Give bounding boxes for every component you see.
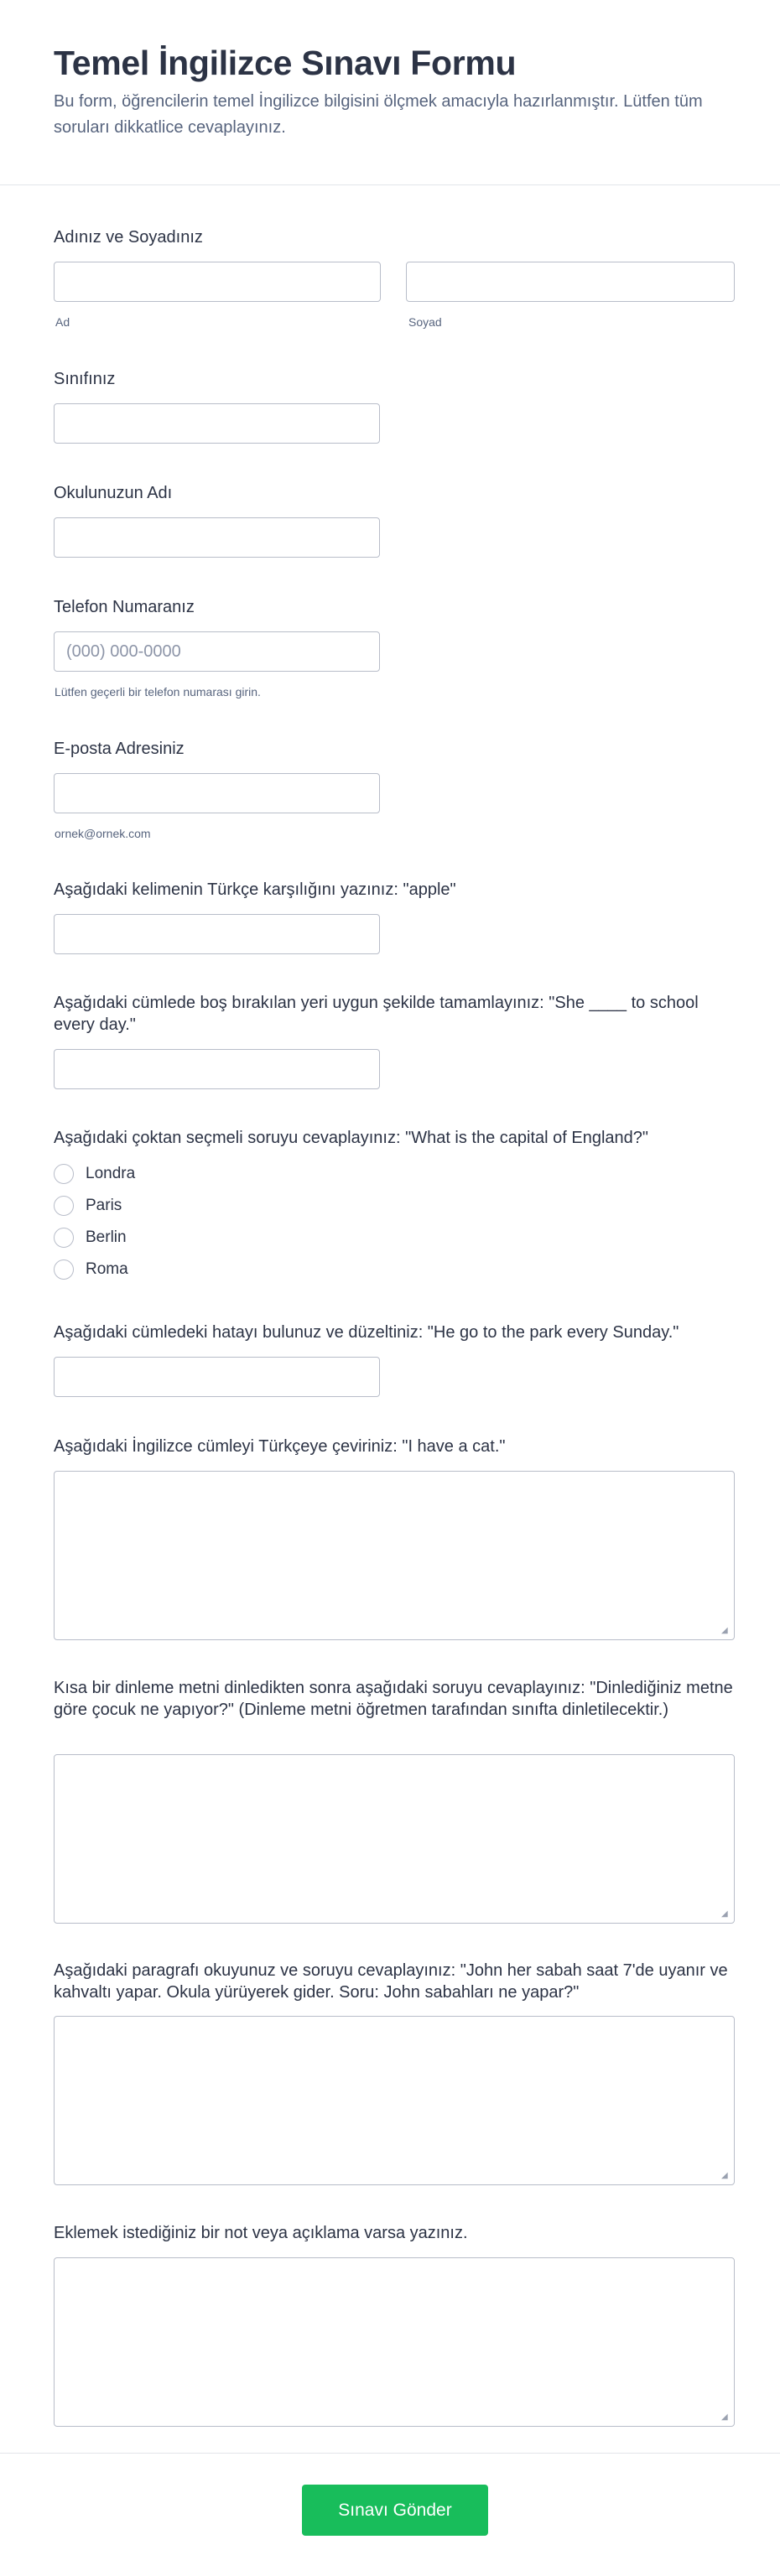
question-listening-label: Kısa bir dinleme metni dinledikten sonra aşağıdaki soruyu cevaplayınız: "Dinlediğiniz metne göre çocuk ne yapıyor?" (Dinleme metni öğretmen tarafından sınıfta dinletilecektir.)	[54, 1679, 733, 1719]
notes-label: Eklemek istediğiniz bir not veya açıklama varsa yazınız.	[54, 2224, 468, 2242]
class-label: Sınıfınız	[54, 370, 116, 388]
resize-grip-icon[interactable]: ◢	[721, 2412, 728, 2422]
question-reading-textarea[interactable]	[54, 2016, 735, 2185]
radio-option-label: Berlin	[86, 1228, 127, 1246]
question-blank-input[interactable]	[54, 1049, 380, 1089]
resize-grip-icon[interactable]: ◢	[721, 1626, 728, 1635]
email-label: E-posta Adresiniz	[54, 740, 185, 758]
phone-sublabel: Lütfen geçerli bir telefon numarası girin.	[55, 685, 261, 699]
question-translate-textarea[interactable]	[54, 1471, 735, 1640]
last-name-sublabel: Soyad	[408, 315, 442, 329]
email-sublabel: ornek@ornek.com	[55, 827, 151, 840]
question-listening-textarea[interactable]	[54, 1754, 735, 1924]
school-label: Okulunuzun Adı	[54, 484, 173, 502]
question-blank-label: Aşağıdaki cümlede boş bırakılan yeri uygun şekilde tamamlayınız: "She ____ to school every day."	[54, 994, 699, 1034]
form-description: Bu form, öğrencilerin temel İngilizce bilgisini ölçmek amacıyla hazırlanmıştır. Lütfen tüm soruları dikkatlice cevaplayınız.	[54, 92, 703, 137]
radio-circle[interactable]	[54, 1228, 74, 1248]
radio-circle[interactable]	[54, 1259, 74, 1280]
form-title: Temel İngilizce Sınavı Formu	[54, 44, 517, 82]
last-name-input[interactable]	[406, 262, 735, 302]
radio-option-label: Paris	[86, 1197, 122, 1214]
radio-option-label: Roma	[86, 1260, 128, 1278]
question-capital-label: Aşağıdaki çoktan seçmeli soruyu cevaplayınız: "What is the capital of England?"	[54, 1129, 649, 1147]
submit-button[interactable]: Sınavı Gönder	[302, 2485, 488, 2536]
question-translate-label: Aşağıdaki İngilizce cümleyi Türkçeye çeviriniz: "I have a cat."	[54, 1437, 506, 1456]
question-reading-label: Aşağıdaki paragrafı okuyunuz ve soruyu cevaplayınız: "John her sabah saat 7'de uyanır ve kahvaltı yapar. Okula yürüyerek gider. Soru: John sabahları ne yapar?"	[54, 1961, 728, 2002]
email-input[interactable]	[54, 773, 380, 813]
radio-option-label: Londra	[86, 1165, 136, 1182]
radio-option-roma[interactable]	[54, 1258, 128, 1281]
class-input[interactable]	[54, 403, 380, 444]
notes-textarea[interactable]	[54, 2257, 735, 2427]
question-error-input[interactable]	[54, 1357, 380, 1397]
name-label: Adınız ve Soyadınız	[54, 228, 203, 247]
radio-circle[interactable]	[54, 1164, 74, 1184]
phone-input[interactable]	[54, 631, 380, 672]
resize-grip-icon[interactable]: ◢	[721, 2171, 728, 2180]
resize-grip-icon[interactable]: ◢	[721, 1909, 728, 1919]
radio-circle[interactable]	[54, 1196, 74, 1216]
question-error-label: Aşağıdaki cümledeki hatayı bulunuz ve düzeltiniz: "He go to the park every Sunday."	[54, 1323, 679, 1342]
first-name-input[interactable]	[54, 262, 381, 302]
radio-option-londra[interactable]	[54, 1162, 135, 1186]
first-name-sublabel: Ad	[55, 315, 70, 329]
question-apple-input[interactable]	[54, 914, 380, 954]
phone-label: Telefon Numaranız	[54, 598, 195, 616]
radio-option-berlin[interactable]	[54, 1226, 127, 1249]
form-header	[0, 0, 780, 185]
radio-option-paris[interactable]	[54, 1194, 122, 1218]
question-apple-label: Aşağıdaki kelimenin Türkçe karşılığını yazınız: "apple"	[54, 880, 456, 899]
school-input[interactable]	[54, 517, 380, 558]
